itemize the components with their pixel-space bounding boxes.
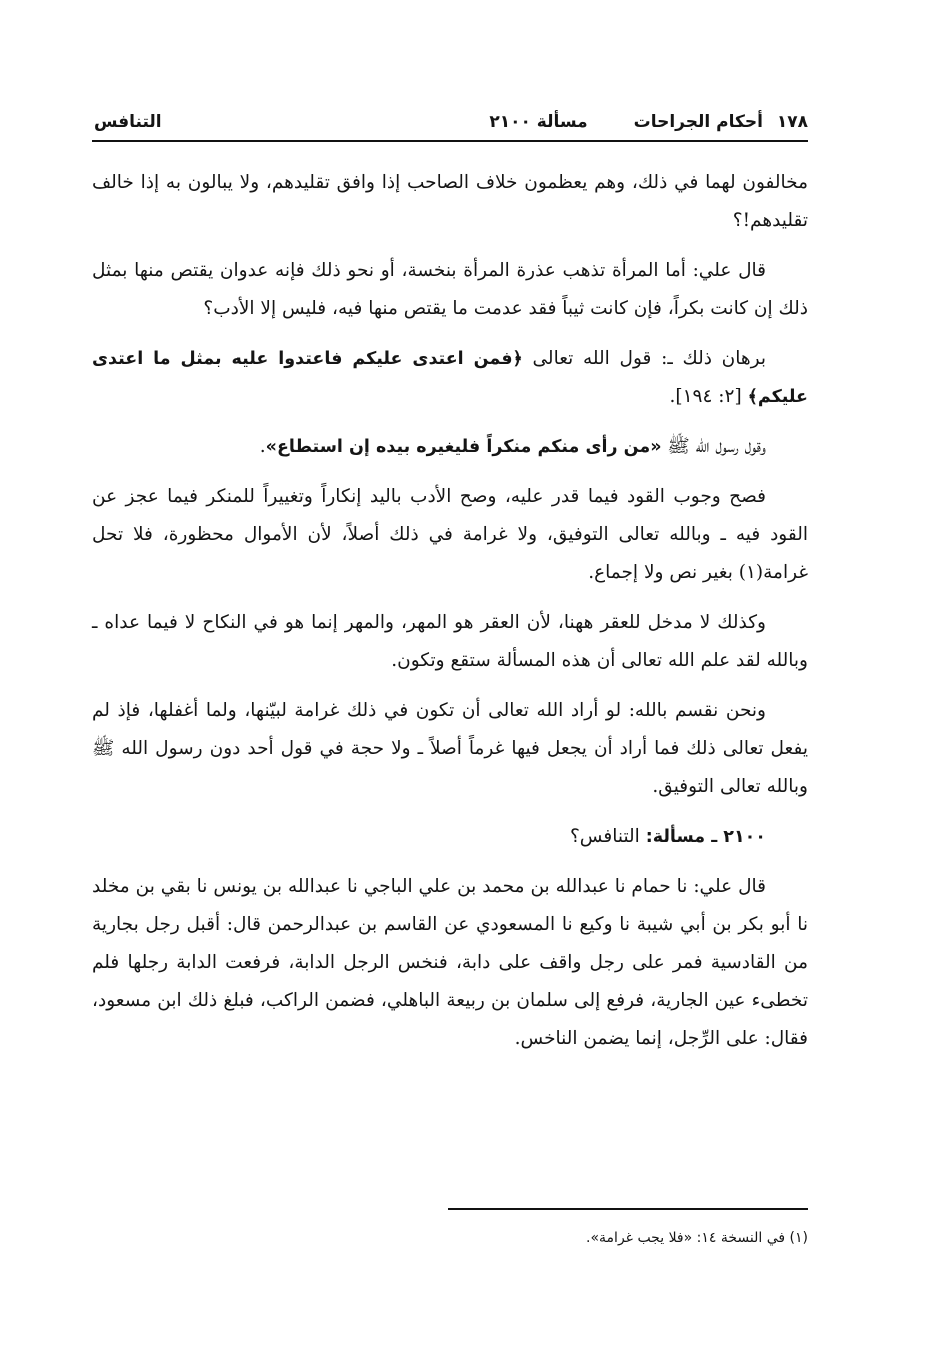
paragraph-4-pre: وقول رسول الله ﷺ <box>661 436 766 457</box>
paragraph-3 <box>92 340 808 416</box>
document-body <box>92 164 808 1058</box>
footnote: (١) في النسخة ١٤: «فلا يجب غرامة». <box>586 1230 808 1246</box>
issue-title: التنافس؟ <box>569 826 640 847</box>
paragraph-4-post: . <box>259 436 266 457</box>
paragraph-6: وكذلك لا مدخل للعقر ههنا، لأن العقر هو المهر، والمهر إنما هو في النكاح لا فيما عداه ـ وبالله لقد علم الله تعالى أن هذه المسألة ستقع وتكون. <box>92 612 808 671</box>
closing-paragraph: قال علي: نا حمام نا عبدالله بن محمد بن علي الباجي نا عبدالله بن يونس نا بقي بن مخلد نا أبو بكر بن أبي شيبة نا وكيع نا المسعودي عن القاسم بن عبدالرحمن قال: أقبل رجل بجارية من القادسية فمر على رجل واقف على دابة، فنخس الرجل الدابة، فرفعت الدابة رجلها فلم تخطىء عين الجارية، فرفع إلى سلمان بن ربيعة الباهلي، فضمن الراكب، فبلغ ذلك ابن مسعود، فقال: على الرِّجل، إنما يضمن الناخس. <box>92 876 808 1049</box>
page-number: ١٧٨ <box>776 112 808 132</box>
issue-number: ٢١٠٠ ـ مسألة: <box>645 827 766 847</box>
quran-quote: ﴿فمن اعتدى عليكم فاعتدوا عليه بمثل ما اعتدى عليكم﴾ <box>92 349 808 407</box>
paragraph-2: قال علي: أما المرأة تذهب عذرة المرأة بنخسة، أو نحو ذلك فإنه عدوان يقتص منها بمثل ذلك إن كانت بكراً، فإن كانت ثيباً فقد عدمت ما يقتص منها فيه، فليس إلا الأدب؟ <box>92 260 808 319</box>
paragraph-3-post: [٢: ١٩٤]. <box>669 386 748 407</box>
paragraph-5: فصح وجوب القود فيما قدر عليه، وصح الأدب باليد إنكاراً وتغييراً للمنكر فيما عجز عن القود فيه ـ وبالله تعالى التوفيق، ولا غرامة في ذلك أصلاً، لأن الأموال محظورة، فلا تحل غرامة(١) بغير نص ولا إجماع. <box>92 486 808 583</box>
book-title: أحكام الجراحات <box>633 112 763 132</box>
document-page <box>92 100 808 1070</box>
footnote-divider <box>448 1208 808 1210</box>
hadith-quote: «من رأى منكم منكراً فليغيره بيده إن استطاع» <box>265 437 662 457</box>
paragraph-7: ونحن نقسم بالله: لو أراد الله تعالى أن تكون في ذلك غرامة لبيّنها، ولما أغفلها، فإذ لم يفعل تعالى ذلك فما أراد أن يجعل فيها غرماً أصلاً ـ ولا حجة في قول أحد دون رسول الله ﷺ وبالله تعالى التوفيق. <box>92 700 808 797</box>
paragraph-1: مخالفون لهما في ذلك، وهم يعظمون خلاف الصاحب إذا وافق تقليدهم، ولا يبالون به إذا خالف تقليدهم!؟ <box>92 172 808 231</box>
paragraph-4 <box>92 428 808 466</box>
paragraph-3-pre: برهان ذلك ـ: قول الله تعالى <box>522 348 766 369</box>
header-topic: التنافس <box>94 112 162 132</box>
running-header <box>92 100 808 142</box>
issue-heading <box>92 818 808 856</box>
issue-label: مسألة ٢١٠٠ <box>489 112 588 132</box>
header-right <box>481 112 808 132</box>
